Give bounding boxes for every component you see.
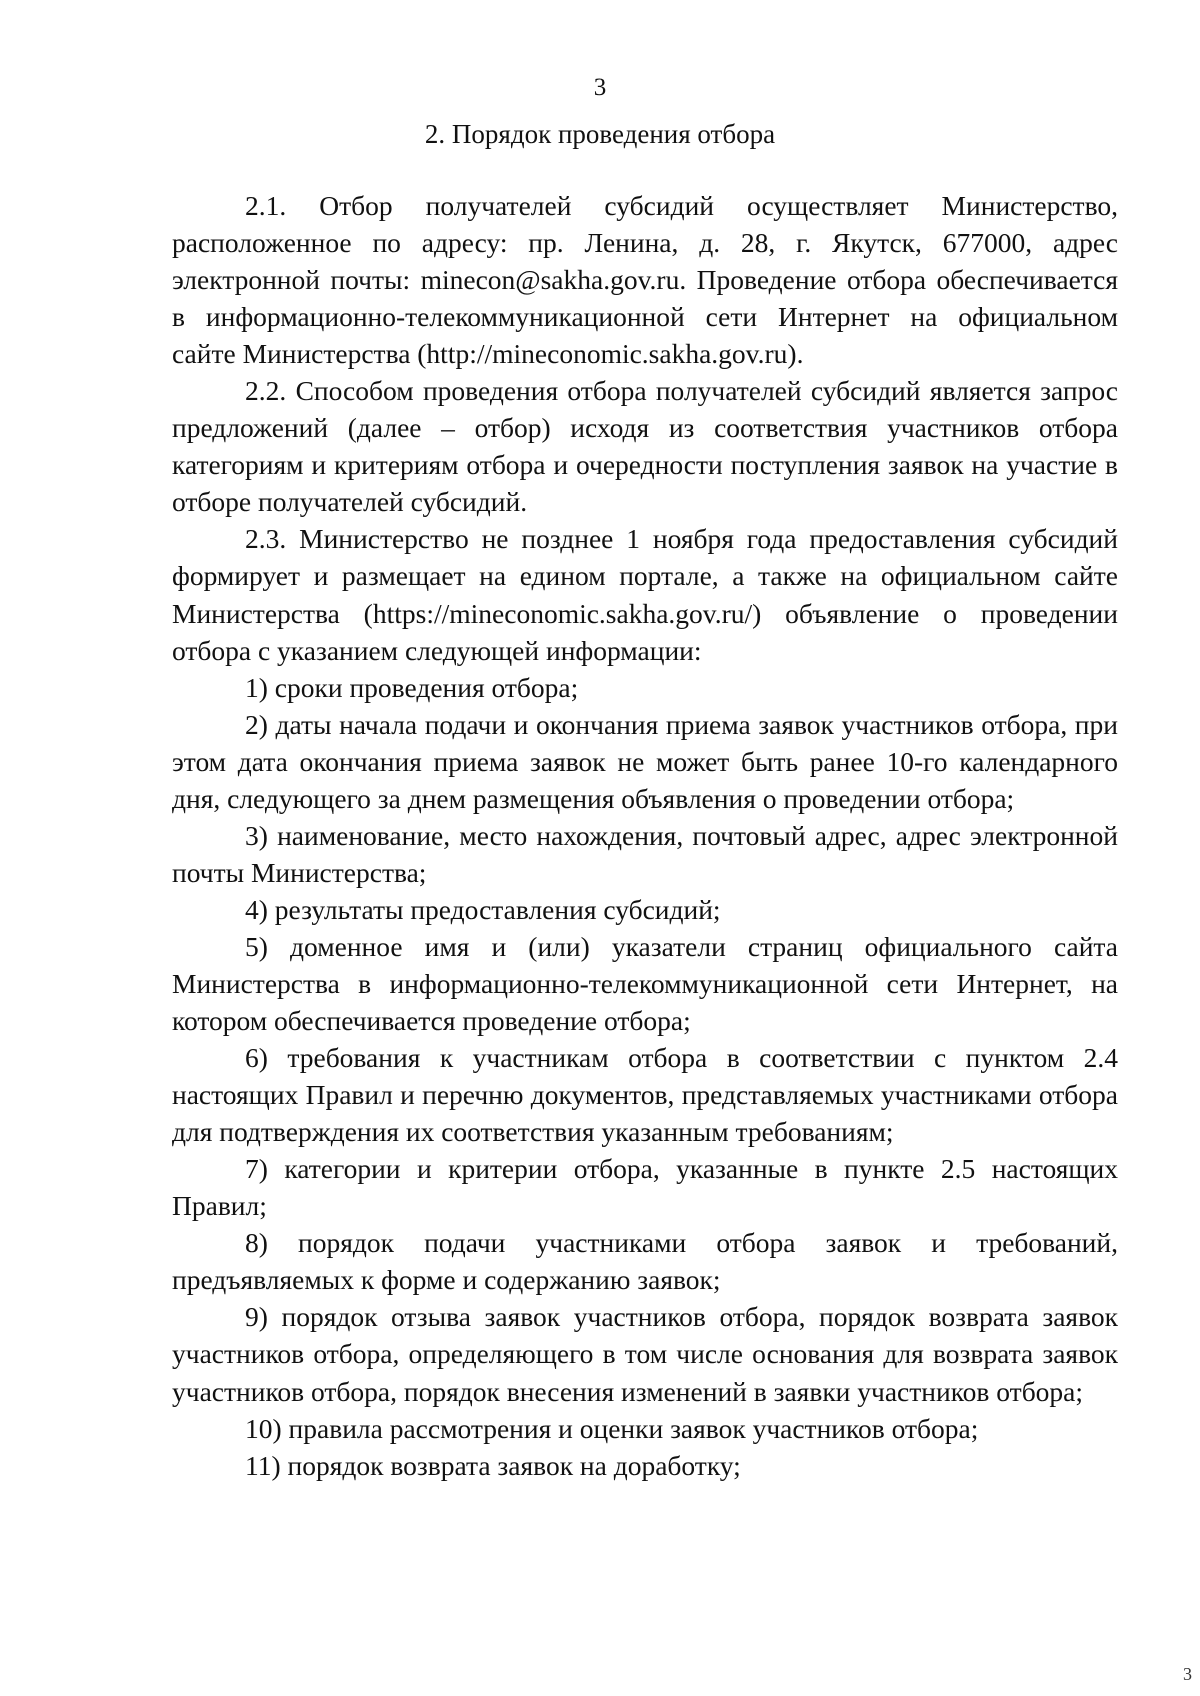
- section-title: 2. Порядок проведения отбора: [424, 119, 776, 149]
- list-item-1: 1) сроки проведения отбора;: [245, 671, 579, 703]
- page-number: 3: [593, 74, 607, 101]
- list-item-5: 5) доменное имя и (или) указатели страниц официального сайта Министерства в информационно-телекоммуникационной сети Интернет, на котором обеспечивается проведение отбора;: [172, 930, 1118, 1037]
- list-item-11: 11) порядок возврата заявок на доработку;: [245, 1449, 741, 1481]
- list-item-4: 4) результаты предоставления субсидий;: [245, 893, 721, 925]
- list-item-3: 3) наименование, место нахождения, почтовый адрес, адрес электронной почты Министерства;: [172, 819, 1118, 888]
- paragraph-2-1: 2.1. Отбор получателей субсидий осуществляет Министерство, расположенное по адресу: пр. Ленина, д. 28, г. Якутск, 677000, адрес электронной почты: minecon@sakha.gov.ru. Проведение отбора обеспечивается в информационно-телекоммуникационной сети Интернет на официальном сайте Министерства (http://mineconomic.sakha.gov.ru).: [172, 190, 1118, 370]
- paragraph-2-3: 2.3. Министерство не позднее 1 ноября года предоставления субсидий формирует и размещает на едином портале, а также на официальном сайте Министерства (https://mineconomic.sakha.gov.ru/) объявление о проведении отбора с указанием следующей информации:: [172, 523, 1118, 666]
- list-item-7: 7) категории и критерии отбора, указанные в пункте 2.5 настоящих Правил;: [172, 1153, 1118, 1222]
- list-item-2: 2) даты начала подачи и окончания приема заявок участников отбора, при этом дата окончания приема заявок не может быть ранее 10-го календарного дня, следующего за днем размещения объявления о проведении отбора;: [172, 708, 1118, 814]
- corner-page-mark: 3: [1183, 1664, 1192, 1684]
- list-item-9: 9) порядок отзыва заявок участников отбора, порядок возврата заявок участников отбора, определяющего в том числе основания для возврата заявок участников отбора, порядок внесения изменений в заявки участников отбора;: [172, 1301, 1118, 1407]
- document-body: [172, 187, 1118, 1484]
- list-item-6: 6) требования к участникам отбора в соответствии с пунктом 2.4 настоящих Правил и перечню документов, представляемых участниками отбора для подтверждения их соответствия указанным требованиям;: [172, 1042, 1118, 1148]
- list-item-10: 10) правила рассмотрения и оценки заявок участников отбора;: [245, 1412, 979, 1444]
- paragraph-2-2: 2.2. Способом проведения отбора получателей субсидий является запрос предложений (далее – отбор) исходя из соответствия участников отбора категориям и критериям отбора и очередности поступления заявок на участие в отборе получателей субсидий.: [172, 375, 1118, 518]
- list-item-8: 8) порядок подачи участниками отбора заявок и требований, предъявляемых к форме и содержанию заявок;: [172, 1227, 1118, 1296]
